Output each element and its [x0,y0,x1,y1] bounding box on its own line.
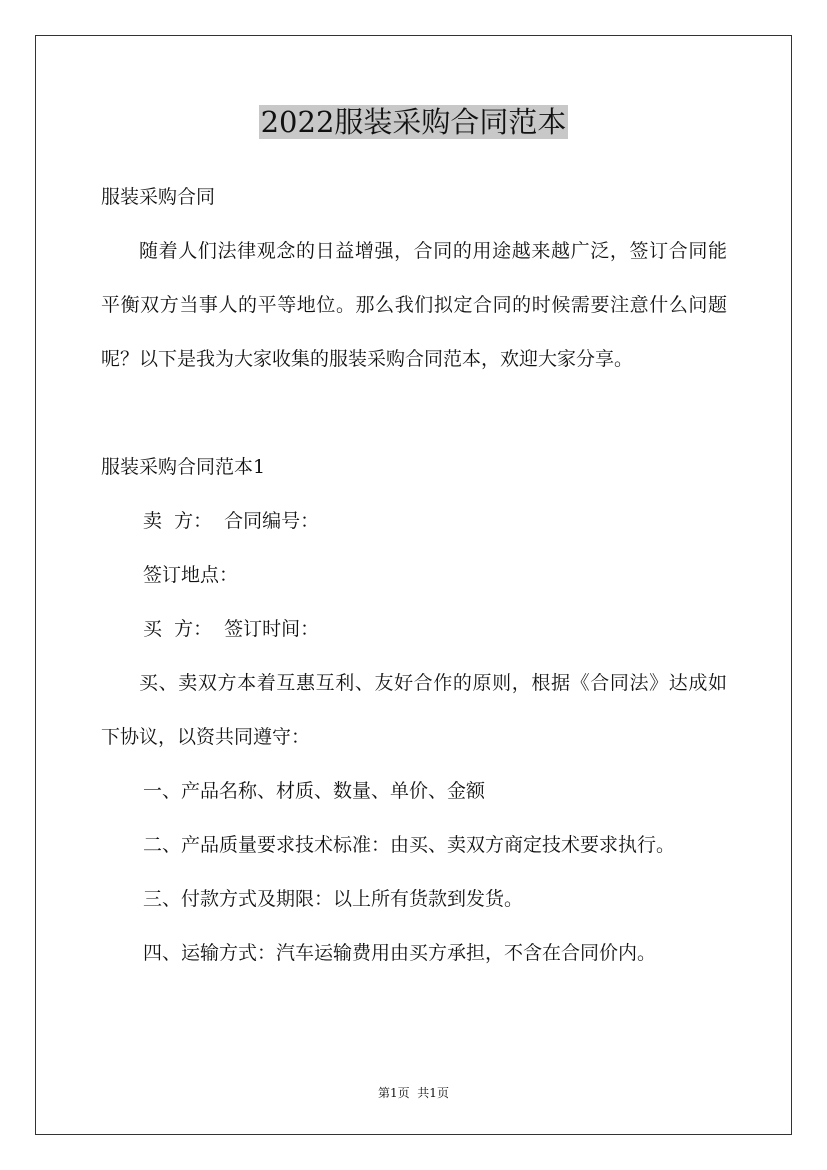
clause-3: 三、付款方式及期限：以上所有货款到发货。 [143,888,524,910]
document-body [101,170,727,980]
page-number: 第1页 共1页 [378,1086,449,1100]
contract-heading: 服装采购合同 [101,186,216,208]
clause-1: 一、产品名称、材质、数量、单价、金额 [143,780,486,802]
seller-line: 卖 方： 合同编号： [143,510,320,532]
sign-place-line: 签订地点： [143,564,239,586]
section-title: 服装采购合同范本1 [101,456,266,478]
buyer-line: 买 方： 签订时间： [143,618,320,640]
document-title-text: 2022服装采购合同范本 [260,105,567,139]
clause-2: 二、产品质量要求技术标准：由买、卖双方商定技术要求执行。 [143,834,676,856]
agreement-paragraph: 买、卖双方本着互惠互利、友好合作的原则，根据《合同法》达成如下协议，以资共同遵守： [101,672,727,748]
page-footer [0,1084,827,1102]
blank-line [101,386,727,440]
intro-paragraph: 随着人们法律观念的日益增强，合同的用途越来越广泛，签订合同能平衡双方当事人的平等地位。那么我们拟定合同的时候需要注意什么问题呢？以下是我为大家收集的服装采购合同范本，欢迎大家分享。 [101,240,727,370]
document-title [0,100,827,144]
clause-4: 四、运输方式：汽车运输费用由买方承担，不含在合同价内。 [143,942,657,964]
